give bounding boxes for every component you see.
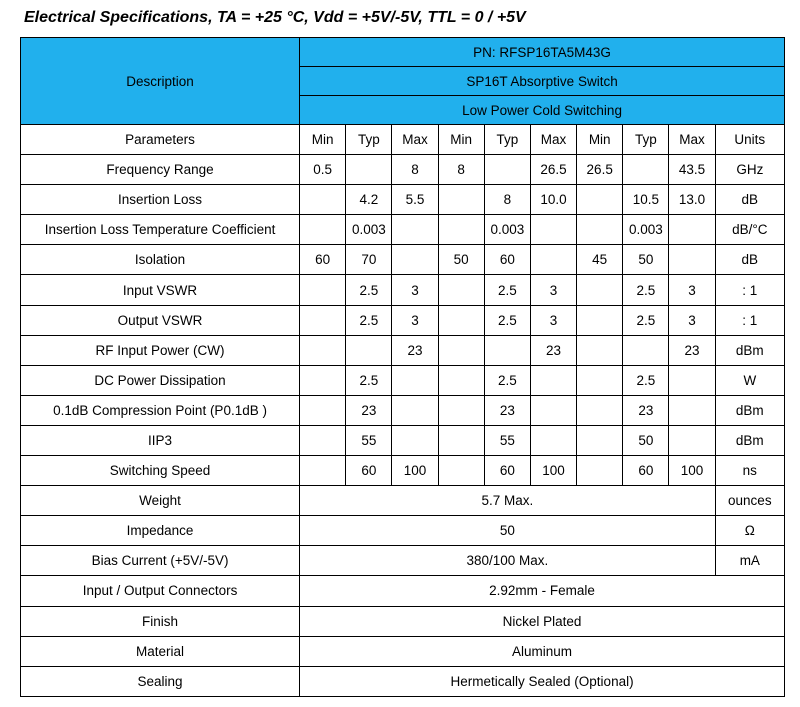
spanned-value: Hermetically Sealed (Optional) — [300, 666, 785, 696]
value-typ: 23 — [484, 395, 530, 425]
value-min: 60 — [300, 245, 346, 275]
value-min — [438, 365, 484, 395]
value-typ: 8 — [484, 185, 530, 215]
table-row — [21, 546, 785, 576]
value-max — [669, 425, 715, 455]
value-max: 13.0 — [669, 185, 715, 215]
table-row — [21, 365, 785, 395]
table-row — [21, 185, 785, 215]
unit-cell: dBm — [715, 395, 784, 425]
value-min: 50 — [438, 245, 484, 275]
column-header-typ: Typ — [623, 125, 669, 155]
part-number-header: PN: RFSP16TA5M43G — [300, 38, 785, 67]
unit-cell: : 1 — [715, 305, 784, 335]
value-max: 3 — [530, 275, 576, 305]
parameter-name: IIP3 — [21, 425, 300, 455]
value-min — [577, 215, 623, 245]
column-header-max: Max — [669, 125, 715, 155]
parameter-name: Impedance — [21, 516, 300, 546]
table-row — [21, 425, 785, 455]
value-max — [392, 245, 438, 275]
value-min — [577, 335, 623, 365]
value-typ: 0.003 — [346, 215, 392, 245]
value-min — [577, 425, 623, 455]
table-row — [21, 456, 785, 486]
value-min — [577, 456, 623, 486]
value-min — [577, 185, 623, 215]
unit-cell: Ω — [715, 516, 784, 546]
value-min — [577, 275, 623, 305]
unit-cell: : 1 — [715, 275, 784, 305]
value-max — [392, 425, 438, 455]
value-max: 23 — [392, 335, 438, 365]
value-min — [300, 275, 346, 305]
unit-cell: dBm — [715, 425, 784, 455]
value-typ: 60 — [484, 456, 530, 486]
value-typ: 55 — [484, 425, 530, 455]
parameter-name: Input / Output Connectors — [21, 576, 300, 606]
table-row — [21, 275, 785, 305]
value-typ: 2.5 — [623, 275, 669, 305]
parameter-name: Weight — [21, 486, 300, 516]
value-typ: 70 — [346, 245, 392, 275]
table-row — [21, 636, 785, 666]
value-min: 0.5 — [300, 155, 346, 185]
value-max: 43.5 — [669, 155, 715, 185]
value-min: 8 — [438, 155, 484, 185]
value-typ — [346, 335, 392, 365]
value-max: 100 — [392, 456, 438, 486]
value-typ: 50 — [623, 245, 669, 275]
value-min — [577, 305, 623, 335]
value-min — [438, 305, 484, 335]
value-typ: 0.003 — [623, 215, 669, 245]
spanned-value: Nickel Plated — [300, 606, 785, 636]
table-row — [21, 215, 785, 245]
value-typ — [484, 155, 530, 185]
value-typ: 2.5 — [484, 275, 530, 305]
value-min — [300, 456, 346, 486]
table-row — [21, 155, 785, 185]
value-min — [300, 365, 346, 395]
unit-cell: dB — [715, 185, 784, 215]
table-row — [21, 516, 785, 546]
value-typ: 60 — [346, 456, 392, 486]
parameter-name: Finish — [21, 606, 300, 636]
value-max: 5.5 — [392, 185, 438, 215]
table-row — [21, 486, 785, 516]
value-max — [530, 425, 576, 455]
value-max — [530, 395, 576, 425]
value-min — [438, 185, 484, 215]
value-max: 23 — [669, 335, 715, 365]
unit-cell: dBm — [715, 335, 784, 365]
column-header-max: Max — [530, 125, 576, 155]
value-min — [438, 215, 484, 245]
table-row — [21, 245, 785, 275]
parameter-name: Output VSWR — [21, 305, 300, 335]
value-typ: 60 — [623, 456, 669, 486]
value-min — [577, 395, 623, 425]
value-typ: 50 — [623, 425, 669, 455]
unit-cell: GHz — [715, 155, 784, 185]
table-row — [21, 576, 785, 606]
value-typ: 23 — [623, 395, 669, 425]
column-header-min: Min — [438, 125, 484, 155]
value-min — [300, 185, 346, 215]
value-min — [438, 275, 484, 305]
value-typ — [623, 335, 669, 365]
value-min — [438, 425, 484, 455]
unit-cell: ns — [715, 456, 784, 486]
value-typ: 2.5 — [484, 365, 530, 395]
table-row — [21, 395, 785, 425]
column-header-min: Min — [577, 125, 623, 155]
value-min — [300, 395, 346, 425]
unit-cell: W — [715, 365, 784, 395]
parameter-name: Switching Speed — [21, 456, 300, 486]
value-typ: 23 — [346, 395, 392, 425]
value-max: 8 — [392, 155, 438, 185]
unit-cell: dB/°C — [715, 215, 784, 245]
parameter-name: Frequency Range — [21, 155, 300, 185]
value-min — [577, 365, 623, 395]
parameter-name: DC Power Dissipation — [21, 365, 300, 395]
value-max — [392, 395, 438, 425]
value-typ: 2.5 — [346, 365, 392, 395]
parameter-name: RF Input Power (CW) — [21, 335, 300, 365]
header-row-pn — [21, 38, 785, 67]
value-typ: 2.5 — [484, 305, 530, 335]
spanned-value: 50 — [300, 516, 716, 546]
value-typ: 60 — [484, 245, 530, 275]
table-row — [21, 335, 785, 365]
table-body — [21, 38, 785, 697]
value-min — [300, 305, 346, 335]
value-min — [300, 335, 346, 365]
column-header-max: Max — [392, 125, 438, 155]
column-header-row — [21, 125, 785, 155]
value-typ: 55 — [346, 425, 392, 455]
value-min — [438, 395, 484, 425]
value-typ — [623, 155, 669, 185]
value-typ — [484, 335, 530, 365]
value-max — [669, 395, 715, 425]
value-max: 100 — [669, 456, 715, 486]
value-typ: 2.5 — [346, 305, 392, 335]
column-header-typ: Typ — [346, 125, 392, 155]
value-max — [392, 215, 438, 245]
value-max — [530, 245, 576, 275]
value-typ: 2.5 — [623, 365, 669, 395]
column-header-typ: Typ — [484, 125, 530, 155]
unit-cell: mA — [715, 546, 784, 576]
specifications-table — [20, 37, 785, 697]
value-min — [300, 425, 346, 455]
unit-cell: ounces — [715, 486, 784, 516]
value-min — [438, 456, 484, 486]
value-max: 3 — [669, 275, 715, 305]
parameter-name: Input VSWR — [21, 275, 300, 305]
value-min — [438, 335, 484, 365]
column-header-units: Units — [715, 125, 784, 155]
value-max: 3 — [530, 305, 576, 335]
value-max — [669, 245, 715, 275]
value-max — [392, 365, 438, 395]
value-max: 100 — [530, 456, 576, 486]
value-max: 3 — [669, 305, 715, 335]
value-min — [300, 215, 346, 245]
parameter-name: Insertion Loss Temperature Coefficient — [21, 215, 300, 245]
spanned-value: 2.92mm - Female — [300, 576, 785, 606]
column-header-min: Min — [300, 125, 346, 155]
product-header: SP16T Absorptive Switch — [300, 67, 785, 96]
value-max: 26.5 — [530, 155, 576, 185]
spanned-value: 5.7 Max. — [300, 486, 716, 516]
parameter-name: Material — [21, 636, 300, 666]
parameter-name: 0.1dB Compression Point (P0.1dB ) — [21, 395, 300, 425]
mode-header: Low Power Cold Switching — [300, 96, 785, 125]
value-typ: 4.2 — [346, 185, 392, 215]
value-typ: 2.5 — [623, 305, 669, 335]
value-typ — [346, 155, 392, 185]
value-typ: 10.5 — [623, 185, 669, 215]
value-max — [530, 365, 576, 395]
table-row — [21, 666, 785, 696]
parameter-name: Insertion Loss — [21, 185, 300, 215]
page-title: Electrical Specifications, TA = +25 °C, Vdd = +5V/-5V, TTL = 0 / +5V — [24, 9, 526, 26]
table-row — [21, 606, 785, 636]
parameter-name: Bias Current (+5V/-5V) — [21, 546, 300, 576]
value-typ: 2.5 — [346, 275, 392, 305]
value-max: 3 — [392, 305, 438, 335]
parameter-name: Isolation — [21, 245, 300, 275]
spanned-value: 380/100 Max. — [300, 546, 716, 576]
value-max: 10.0 — [530, 185, 576, 215]
value-max: 3 — [392, 275, 438, 305]
value-min: 45 — [577, 245, 623, 275]
value-max — [669, 365, 715, 395]
value-max — [530, 215, 576, 245]
value-max: 23 — [530, 335, 576, 365]
parameter-name: Sealing — [21, 666, 300, 696]
value-min: 26.5 — [577, 155, 623, 185]
unit-cell: dB — [715, 245, 784, 275]
column-header-parameters: Parameters — [21, 125, 300, 155]
value-typ: 0.003 — [484, 215, 530, 245]
table-row — [21, 305, 785, 335]
value-max — [669, 215, 715, 245]
description-header: Description — [21, 38, 300, 125]
spanned-value: Aluminum — [300, 636, 785, 666]
